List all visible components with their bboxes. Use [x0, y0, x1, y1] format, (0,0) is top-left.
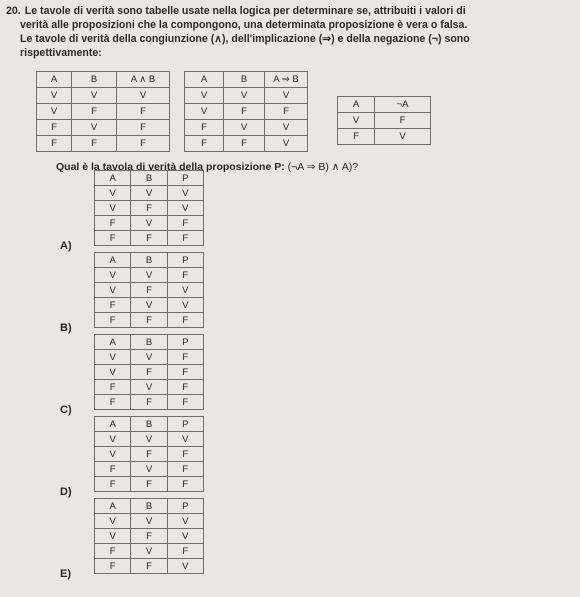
header-cell: B: [224, 72, 265, 88]
table-cell: F: [167, 544, 203, 559]
intro-first-line: [6, 4, 572, 18]
table-cell: V: [167, 559, 203, 574]
table-cell: V: [131, 268, 167, 283]
table-cell: F: [95, 559, 131, 574]
table-cell: F: [117, 136, 170, 152]
table-row: [185, 120, 308, 136]
option-table-c[interactable]: [94, 334, 204, 410]
table-cell: F: [95, 380, 131, 395]
table-row: [95, 231, 204, 246]
table-cell: F: [131, 365, 167, 380]
table-cell: F: [167, 268, 203, 283]
table-cell: V: [375, 129, 431, 145]
table-row: [95, 298, 204, 313]
table-row: [95, 380, 204, 395]
intro-line-3: Le tavole di verità della congiunzione (∧), dell'implicazione (⇒) e della negazione (¬) sono: [20, 33, 470, 45]
table-cell: V: [117, 88, 170, 104]
header-cell: B: [131, 499, 167, 514]
table-cell: F: [167, 395, 203, 410]
table-cell: V: [95, 283, 131, 298]
table-cell: V: [131, 462, 167, 477]
table-cell: V: [95, 186, 131, 201]
header-cell: P: [167, 253, 203, 268]
table-row: [95, 544, 204, 559]
table-cell: F: [338, 129, 375, 145]
negation-truth-table: [337, 96, 431, 145]
table-header-row: [95, 417, 204, 432]
table-cell: V: [131, 216, 167, 231]
table-cell: F: [131, 231, 167, 246]
header-cell: P: [167, 417, 203, 432]
question-number: 20.: [6, 5, 21, 17]
table-cell: F: [185, 136, 224, 152]
table-row: [95, 350, 204, 365]
intro-line-1: Le tavole di verità sono tabelle usate nella logica per determinare se, attribuiti i valori di: [24, 5, 466, 17]
table-row: [185, 104, 308, 120]
option-table-b[interactable]: [94, 252, 204, 328]
table-cell: V: [131, 514, 167, 529]
table-cell: F: [95, 395, 131, 410]
table-cell: F: [167, 231, 203, 246]
table-cell: V: [131, 298, 167, 313]
question-prompt: Qual è la tavola di verità della proposizione P:: [56, 161, 285, 173]
table-cell: F: [95, 216, 131, 231]
table-cell: V: [185, 104, 224, 120]
header-cell: P: [167, 171, 203, 186]
table-cell: V: [167, 298, 203, 313]
table-cell: F: [95, 544, 131, 559]
table-cell: F: [167, 350, 203, 365]
table-cell: F: [72, 136, 117, 152]
table-cell: F: [131, 313, 167, 328]
conjunction-truth-table: [36, 71, 170, 152]
table-cell: V: [95, 514, 131, 529]
table-cell: V: [185, 88, 224, 104]
table-cell: V: [72, 120, 117, 136]
table-cell: V: [167, 529, 203, 544]
header-cell: B: [131, 335, 167, 350]
table-cell: V: [167, 432, 203, 447]
intro-line-2: verità alle proposizioni che la compongono, una determinata proposizione è vera o falsa.: [20, 19, 468, 31]
table-row: [95, 529, 204, 544]
header-cell: B: [131, 417, 167, 432]
table-cell: F: [95, 477, 131, 492]
header-cell: A: [37, 72, 72, 88]
table-cell: F: [37, 120, 72, 136]
table-cell: V: [37, 104, 72, 120]
table-cell: V: [265, 136, 308, 152]
table-cell: V: [265, 120, 308, 136]
table-header-row: [95, 171, 204, 186]
table-row: [95, 514, 204, 529]
table-cell: V: [167, 283, 203, 298]
table-cell: F: [131, 201, 167, 216]
table-cell: V: [167, 201, 203, 216]
table-row: [338, 129, 431, 145]
table-cell: F: [167, 313, 203, 328]
table-cell: V: [131, 544, 167, 559]
table-row: [95, 395, 204, 410]
table-cell: F: [167, 447, 203, 462]
option-letter-c[interactable]: C): [60, 404, 72, 416]
header-cell: P: [167, 335, 203, 350]
table-cell: F: [185, 120, 224, 136]
table-cell: F: [224, 136, 265, 152]
option-table-a[interactable]: [94, 170, 204, 246]
table-cell: V: [37, 88, 72, 104]
table-cell: V: [131, 380, 167, 395]
table-row: [95, 283, 204, 298]
table-cell: F: [265, 104, 308, 120]
implication-truth-table: [184, 71, 308, 152]
header-cell: A: [95, 171, 131, 186]
table-row: [95, 365, 204, 380]
table-row: [95, 432, 204, 447]
table-cell: F: [117, 104, 170, 120]
table-cell: V: [131, 432, 167, 447]
table-row: [95, 216, 204, 231]
table-row: [185, 88, 308, 104]
table-cell: F: [167, 365, 203, 380]
table-cell: F: [167, 477, 203, 492]
table-cell: F: [131, 529, 167, 544]
table-cell: V: [95, 529, 131, 544]
table-cell: V: [224, 120, 265, 136]
table-cell: V: [72, 88, 117, 104]
table-cell: V: [167, 186, 203, 201]
table-cell: V: [95, 350, 131, 365]
table-cell: F: [167, 380, 203, 395]
table-cell: F: [95, 298, 131, 313]
table-cell: F: [95, 313, 131, 328]
table-cell: F: [167, 462, 203, 477]
table-cell: V: [95, 268, 131, 283]
table-cell: F: [95, 231, 131, 246]
table-cell: V: [338, 113, 375, 129]
table-cell: F: [72, 104, 117, 120]
table-row: [185, 136, 308, 152]
header-cell: A: [95, 499, 131, 514]
table-row: [95, 559, 204, 574]
table-cell: F: [131, 447, 167, 462]
header-cell: A: [95, 253, 131, 268]
table-header-row: [95, 499, 204, 514]
table-cell: V: [95, 432, 131, 447]
table-cell: V: [265, 88, 308, 104]
table-row: [95, 268, 204, 283]
table-cell: V: [131, 186, 167, 201]
table-header-row: [37, 72, 170, 88]
table-cell: F: [117, 120, 170, 136]
header-cell: ¬A: [375, 97, 431, 113]
table-cell: V: [224, 88, 265, 104]
question-formula: (¬A ⇒ B) ∧ A)?: [287, 161, 359, 173]
table-row: [37, 104, 170, 120]
table-header-row: [95, 253, 204, 268]
table-row: [95, 447, 204, 462]
header-cell: A: [95, 335, 131, 350]
header-cell: A: [185, 72, 224, 88]
header-cell: A: [95, 417, 131, 432]
table-cell: F: [37, 136, 72, 152]
table-row: [95, 201, 204, 216]
table-cell: F: [167, 216, 203, 231]
table-header-row: [185, 72, 308, 88]
table-cell: F: [224, 104, 265, 120]
table-cell: V: [95, 447, 131, 462]
option-letter-d[interactable]: D): [60, 486, 72, 498]
header-cell: A ⇒ B: [265, 72, 308, 88]
table-cell: F: [131, 559, 167, 574]
table-row: [95, 313, 204, 328]
table-header-row: [338, 97, 431, 113]
table-cell: F: [131, 395, 167, 410]
table-cell: F: [375, 113, 431, 129]
option-letter-a[interactable]: A): [60, 240, 72, 252]
table-row: [37, 88, 170, 104]
table-row: [95, 462, 204, 477]
header-cell: A ∧ B: [117, 72, 170, 88]
table-cell: F: [95, 462, 131, 477]
table-header-row: [95, 335, 204, 350]
table-row: [95, 186, 204, 201]
question-intro: [6, 4, 572, 60]
table-row: [338, 113, 431, 129]
header-cell: B: [131, 253, 167, 268]
table-cell: V: [167, 514, 203, 529]
header-cell: A: [338, 97, 375, 113]
option-table-e[interactable]: [94, 498, 204, 574]
table-row: [37, 136, 170, 152]
intro-line-4: rispettivamente:: [20, 47, 102, 59]
header-cell: P: [167, 499, 203, 514]
table-cell: V: [95, 201, 131, 216]
header-cell: B: [131, 171, 167, 186]
option-table-d[interactable]: [94, 416, 204, 492]
table-cell: V: [95, 365, 131, 380]
table-row: [37, 120, 170, 136]
table-cell: F: [131, 283, 167, 298]
option-letter-e[interactable]: E): [60, 568, 71, 580]
table-cell: V: [131, 350, 167, 365]
option-letter-b[interactable]: B): [60, 322, 72, 334]
header-cell: B: [72, 72, 117, 88]
table-row: [95, 477, 204, 492]
table-cell: F: [131, 477, 167, 492]
